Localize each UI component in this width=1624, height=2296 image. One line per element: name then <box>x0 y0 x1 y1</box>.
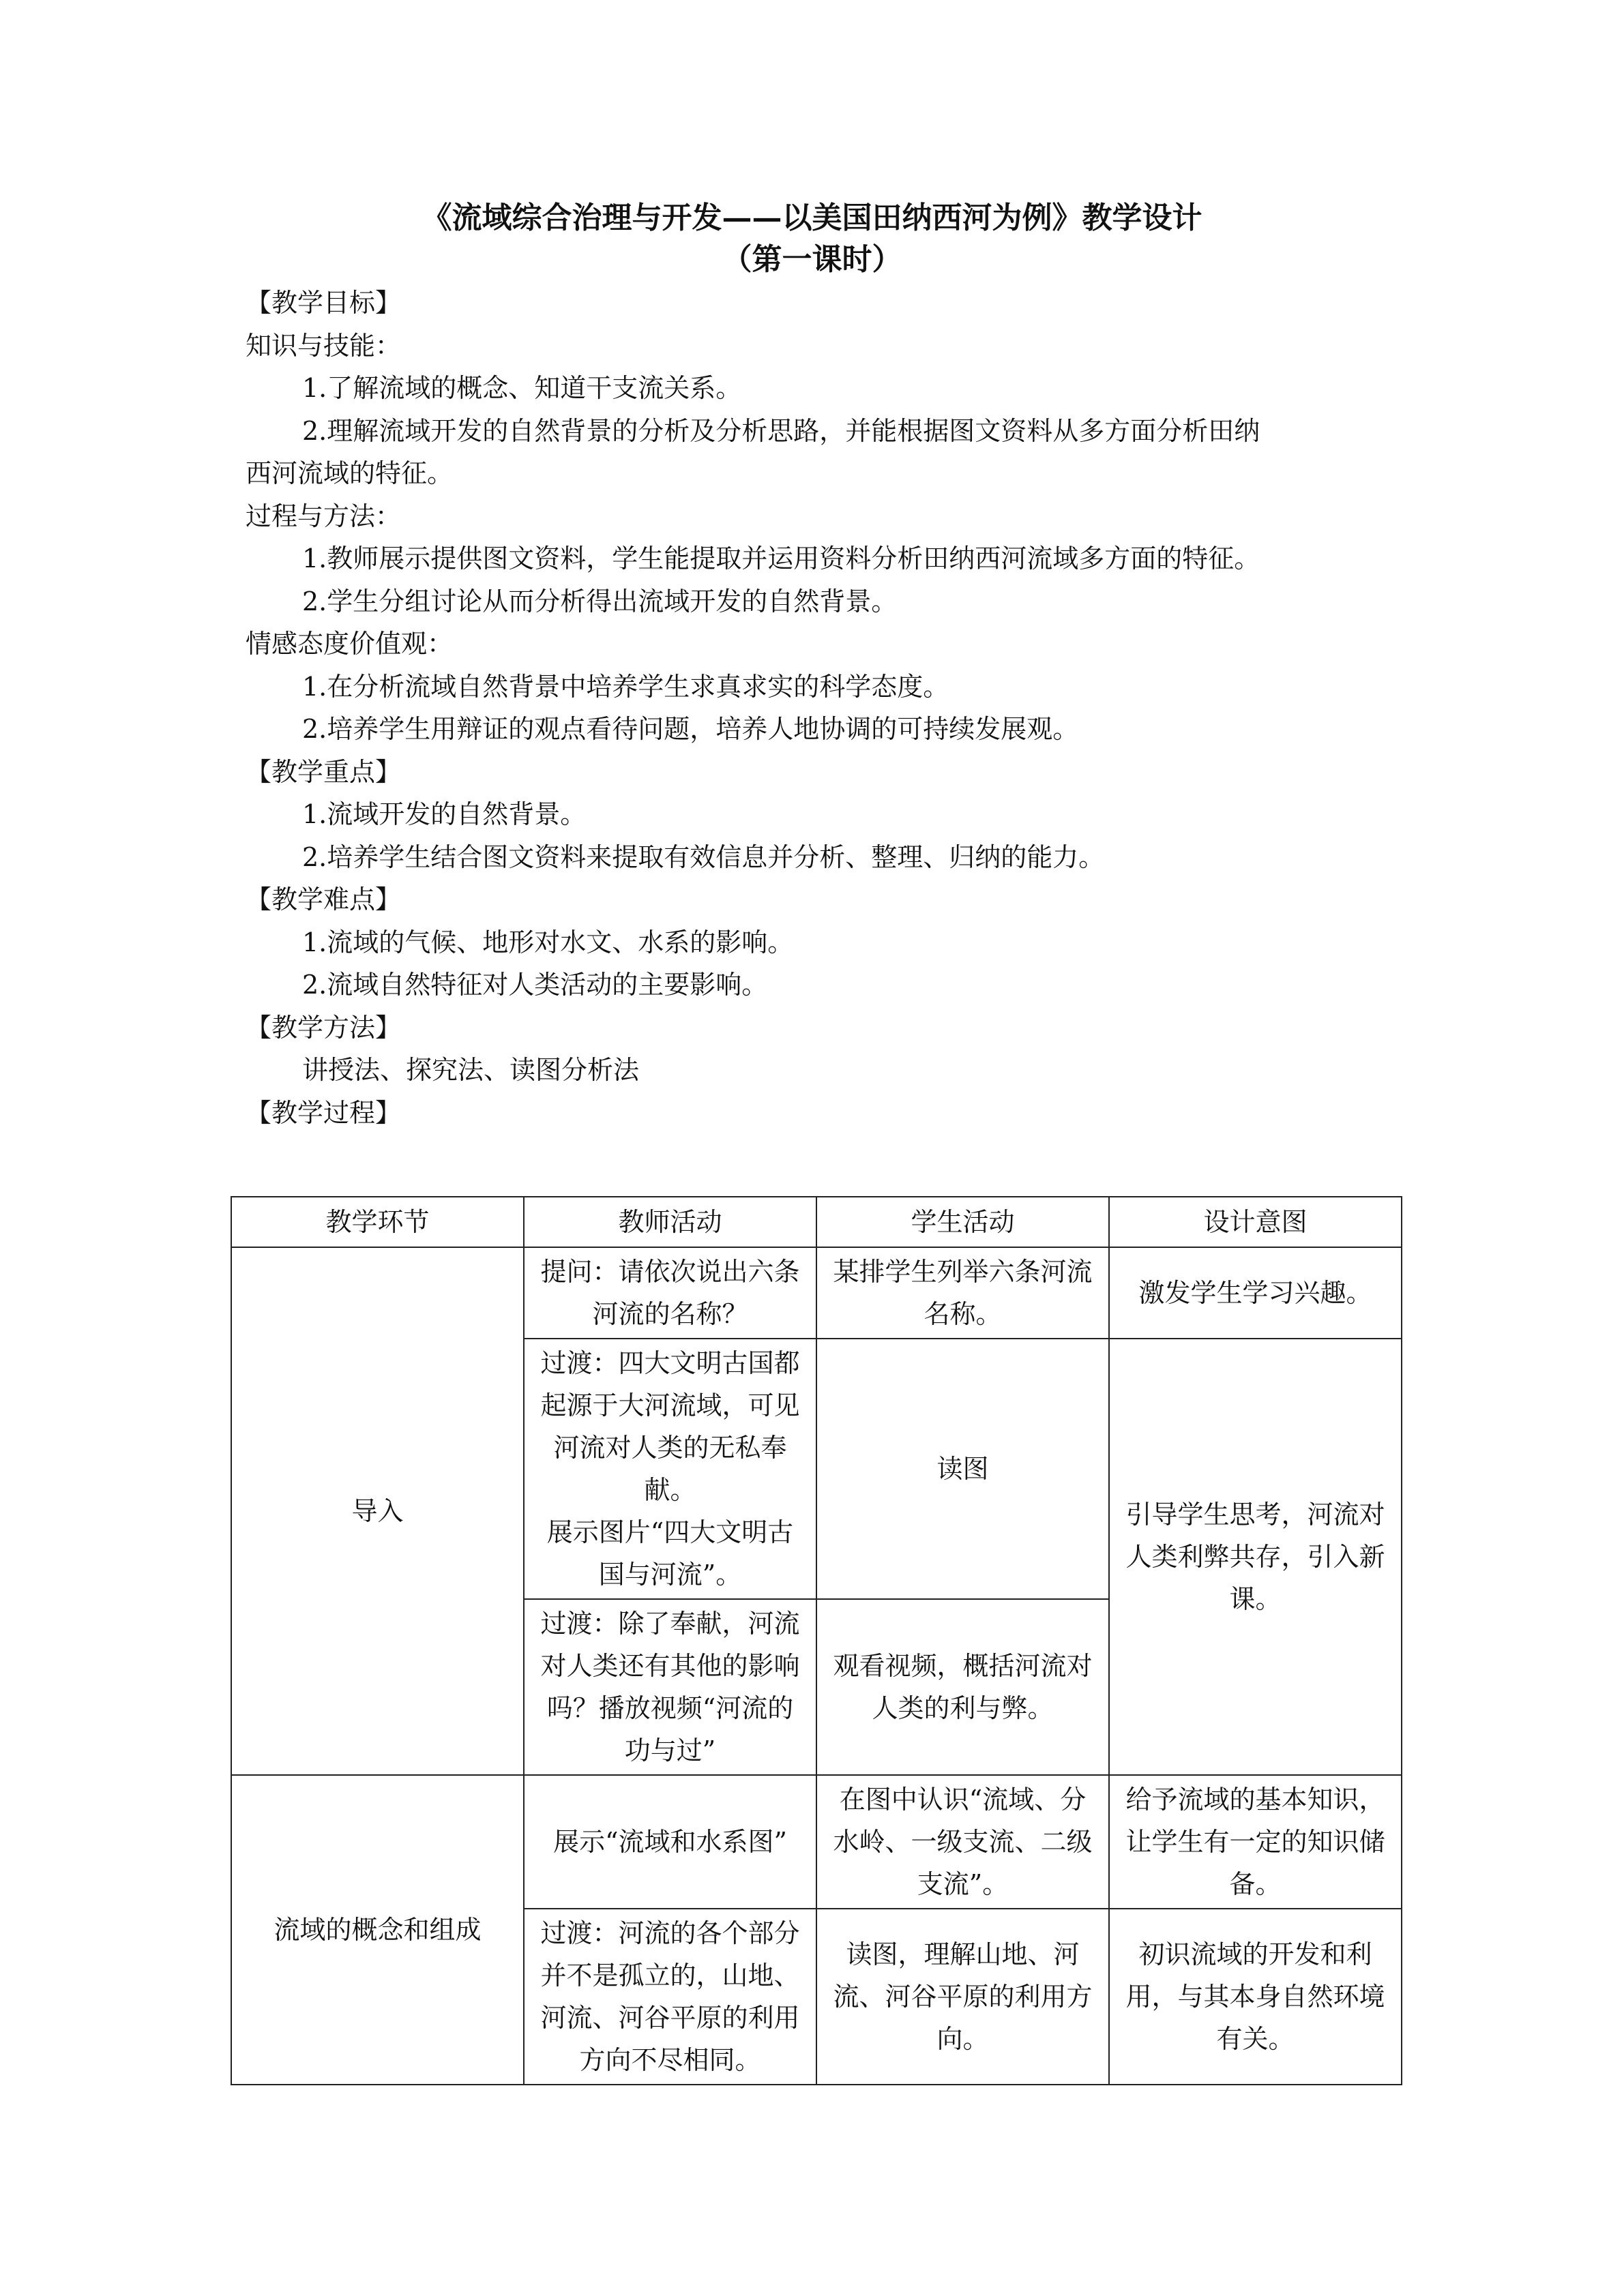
teacher-activity-cell: 展示“流域和水系图” <box>524 1775 816 1909</box>
difficult-point-1: 1.流域的气候、地形对水文、水系的影响。 <box>302 927 794 957</box>
knowledge-item-1: 1.了解流域的概念、知道干支流关系。 <box>302 373 742 403</box>
emotion-item-1: 1.在分析流域自然背景中培养学生求真求实的科学态度。 <box>302 672 949 702</box>
process-heading: 过程与方法： <box>246 501 402 531</box>
student-activity-cell: 观看视频，概括河流对人类的利与弊。 <box>816 1599 1109 1775</box>
process-section-heading: 【教学过程】 <box>246 1098 402 1128</box>
column-header: 教学环节 <box>231 1197 524 1247</box>
lesson-plan-table <box>231 1196 1402 2085</box>
stage-cell-intro: 导入 <box>231 1247 524 1775</box>
teacher-activity-cell <box>524 1339 816 1599</box>
key-points-heading: 【教学重点】 <box>246 757 402 787</box>
teacher-activity-text: 展示图片“四大文明古国与河流”。 <box>546 1517 794 1590</box>
knowledge-heading: 知识与技能： <box>246 331 402 361</box>
methods-heading: 【教学方法】 <box>246 1013 402 1043</box>
emotion-item-2: 2.培养学生用辩证的观点看待问题，培养人地协调的可持续发展观。 <box>302 714 1079 744</box>
column-header: 学生活动 <box>816 1197 1109 1247</box>
process-item-2: 2.学生分组讨论从而分析得出流域开发的自然背景。 <box>302 586 898 616</box>
teacher-activity-cell: 过渡：除了奉献，河流对人类还有其他的影响吗？播放视频“河流的功与过” <box>524 1599 816 1775</box>
design-intent-cell: 初识流域的开发和利用，与其本身自然环境有关。 <box>1109 1909 1402 2085</box>
difficult-points-heading: 【教学难点】 <box>246 884 402 914</box>
document-title: 《流域综合治理与开发——以美国田纳西河为例》教学设计 <box>422 200 1202 235</box>
teacher-activity-cell: 过渡：河流的各个部分并不是孤立的，山地、河流、河谷平原的利用方向不尽相同。 <box>524 1909 816 2085</box>
key-point-2: 2.培养学生结合图文资料来提取有效信息并分析、整理、归纳的能力。 <box>302 842 1105 872</box>
student-activity-cell: 读图 <box>816 1339 1109 1599</box>
emotion-heading: 情感态度价值观： <box>246 629 454 659</box>
teacher-activity-text: 过渡：四大文明古国都起源于大河流域，可见河流对人类的无私奉献。 <box>540 1348 800 1505</box>
methods-list: 讲授法、探究法、读图分析法 <box>302 1055 640 1085</box>
key-point-1: 1.流域开发的自然背景。 <box>302 799 587 829</box>
teacher-activity-cell: 提问：请依次说出六条河流的名称？ <box>524 1247 816 1339</box>
knowledge-item-2-cont: 西河流域的特征。 <box>246 458 454 488</box>
objectives-heading: 【教学目标】 <box>246 288 402 318</box>
table-header-row <box>231 1197 1402 1247</box>
table-row <box>231 1247 1402 1339</box>
design-intent-cell: 激发学生学习兴趣。 <box>1109 1247 1402 1339</box>
process-item-1: 1.教师展示提供图文资料，学生能提取并运用资料分析田纳西河流域多方面的特征。 <box>302 543 1260 573</box>
student-activity-cell: 某排学生列举六条河流名称。 <box>816 1247 1109 1339</box>
column-header: 设计意图 <box>1109 1197 1402 1247</box>
stage-cell-concept: 流域的概念和组成 <box>231 1775 524 2085</box>
design-intent-cell: 引导学生思考，河流对人类利弊共存，引入新课。 <box>1109 1339 1402 1775</box>
column-header: 教师活动 <box>524 1197 816 1247</box>
design-intent-cell: 给予流域的基本知识，让学生有一定的知识储备。 <box>1109 1775 1402 1909</box>
table-row <box>231 1775 1402 1909</box>
knowledge-item-2: 2.理解流域开发的自然背景的分析及分析思路，并能根据图文资料从多方面分析田纳 <box>302 416 1260 446</box>
student-activity-cell: 读图，理解山地、河流、河谷平原的利用方向。 <box>816 1909 1109 2085</box>
difficult-point-2: 2.流域自然特征对人类活动的主要影响。 <box>302 970 768 1000</box>
document-subtitle: （第一课时） <box>722 242 902 277</box>
student-activity-cell: 在图中认识“流域、分水岭、一级支流、二级支流”。 <box>816 1775 1109 1909</box>
